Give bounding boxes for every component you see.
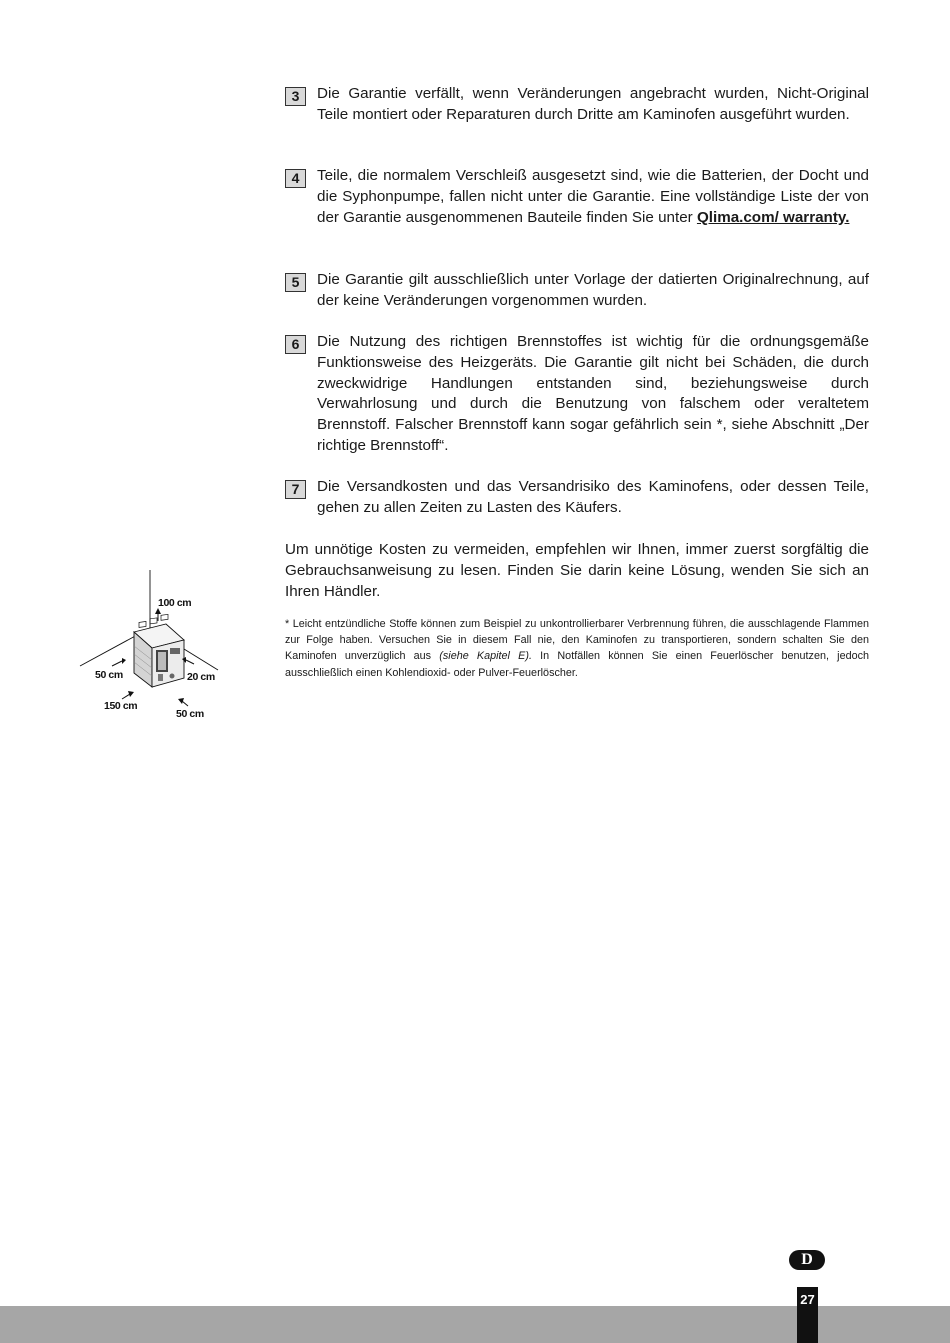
item-text: Die Garantie verfällt, wenn Veränderungen angebracht wurden, Nicht-Original Teile montiert oder Reparaturen durch Dritte am Kaminofen ausgeführt wurden. xyxy=(317,85,869,123)
footnote-reference: (siehe Kapitel E). xyxy=(439,650,532,663)
warranty-item-6 xyxy=(285,332,869,457)
footnote-text-end: In Notfällen können Sie einen Feuerlöscher benutzen, jedoch ausschließlich einen Kohlendioxid- oder Pulver-Feuerlöscher. xyxy=(285,650,869,679)
footnote-text: * Leicht entzündliche Stoffe können zum Beispiel zu unkontrollierbarer Verbrennung führen, die ausschlagende Flammen zur Folge haben. Versuchen Sie in diesem Fall nie, den Kaminofen zu transportieren, sondern schalten Sie den Kaminofen unverzüglich aus xyxy=(285,618,869,663)
item-number: 6 xyxy=(285,335,306,354)
item-number: 3 xyxy=(285,87,306,106)
advice-paragraph: Um unnötige Kosten zu vermeiden, empfehlen wir Ihnen, immer zuerst sorgfältig die Gebrauchsanweisung zu lesen. Finden Sie darin keine Lösung, wenden Sie sich an Ihren Händler. xyxy=(285,541,869,600)
clearance-left-label: 50 cm xyxy=(95,669,123,681)
clearance-front-right-label: 50 cm xyxy=(176,708,204,720)
footnote xyxy=(285,616,869,681)
warranty-item-3 xyxy=(285,84,869,126)
warranty-item-4 xyxy=(285,166,869,228)
warranty-item-5 xyxy=(285,270,869,312)
item-text-body: Teile, die normalem Verschleiß ausgesetzt sind, wie die Batterien, der Docht und die Syphonpumpe, fallen nicht unter die Garantie. Eine vollständige Liste der von der Garantie ausgenommenen Bauteile finden Sie unter xyxy=(317,167,869,226)
item-number: 7 xyxy=(285,480,306,499)
item-text: Die Nutzung des richtigen Brennstoffes ist wichtig für die ordnungsgemäße Funktionsweise des Heizgeräts. Die Garantie gilt nicht bei Schäden, die durch zweckwidrige Handlungen entstanden sind, beziehungsweise durch Verwahrlosung und durch die Benutzung von falschem oder veraltetem Brennstoff. Falscher Brennstoff kann sogar gefährlich sein *, siehe Abschnitt „Der richtige Brennstoff“. xyxy=(317,333,869,454)
clearance-front-left-label: 150 cm xyxy=(104,700,138,712)
clearance-right-label: 20 cm xyxy=(187,671,215,683)
warranty-item-7 xyxy=(285,477,869,519)
item-text: Die Garantie gilt ausschließlich unter Vorlage der datierten Originalrechnung, auf der keine Veränderungen vorgenommen wurden. xyxy=(317,271,869,309)
heater-illustration xyxy=(134,614,184,687)
language-badge: D xyxy=(789,1250,825,1270)
item-text xyxy=(317,166,869,228)
item-text: Die Versandkosten und das Versandrisiko des Kaminofens, oder dessen Teile, gehen zu allen Zeiten zu Lasten des Käufers. xyxy=(317,478,869,516)
item-number: 4 xyxy=(285,169,306,188)
page-number: 27 xyxy=(797,1287,818,1343)
clearance-top-label: 100 cm xyxy=(158,597,192,609)
heater-clearance-diagram xyxy=(78,566,228,726)
warranty-link[interactable]: Qlima.com/ warranty. xyxy=(696,208,850,226)
item-number: 5 xyxy=(285,273,306,292)
